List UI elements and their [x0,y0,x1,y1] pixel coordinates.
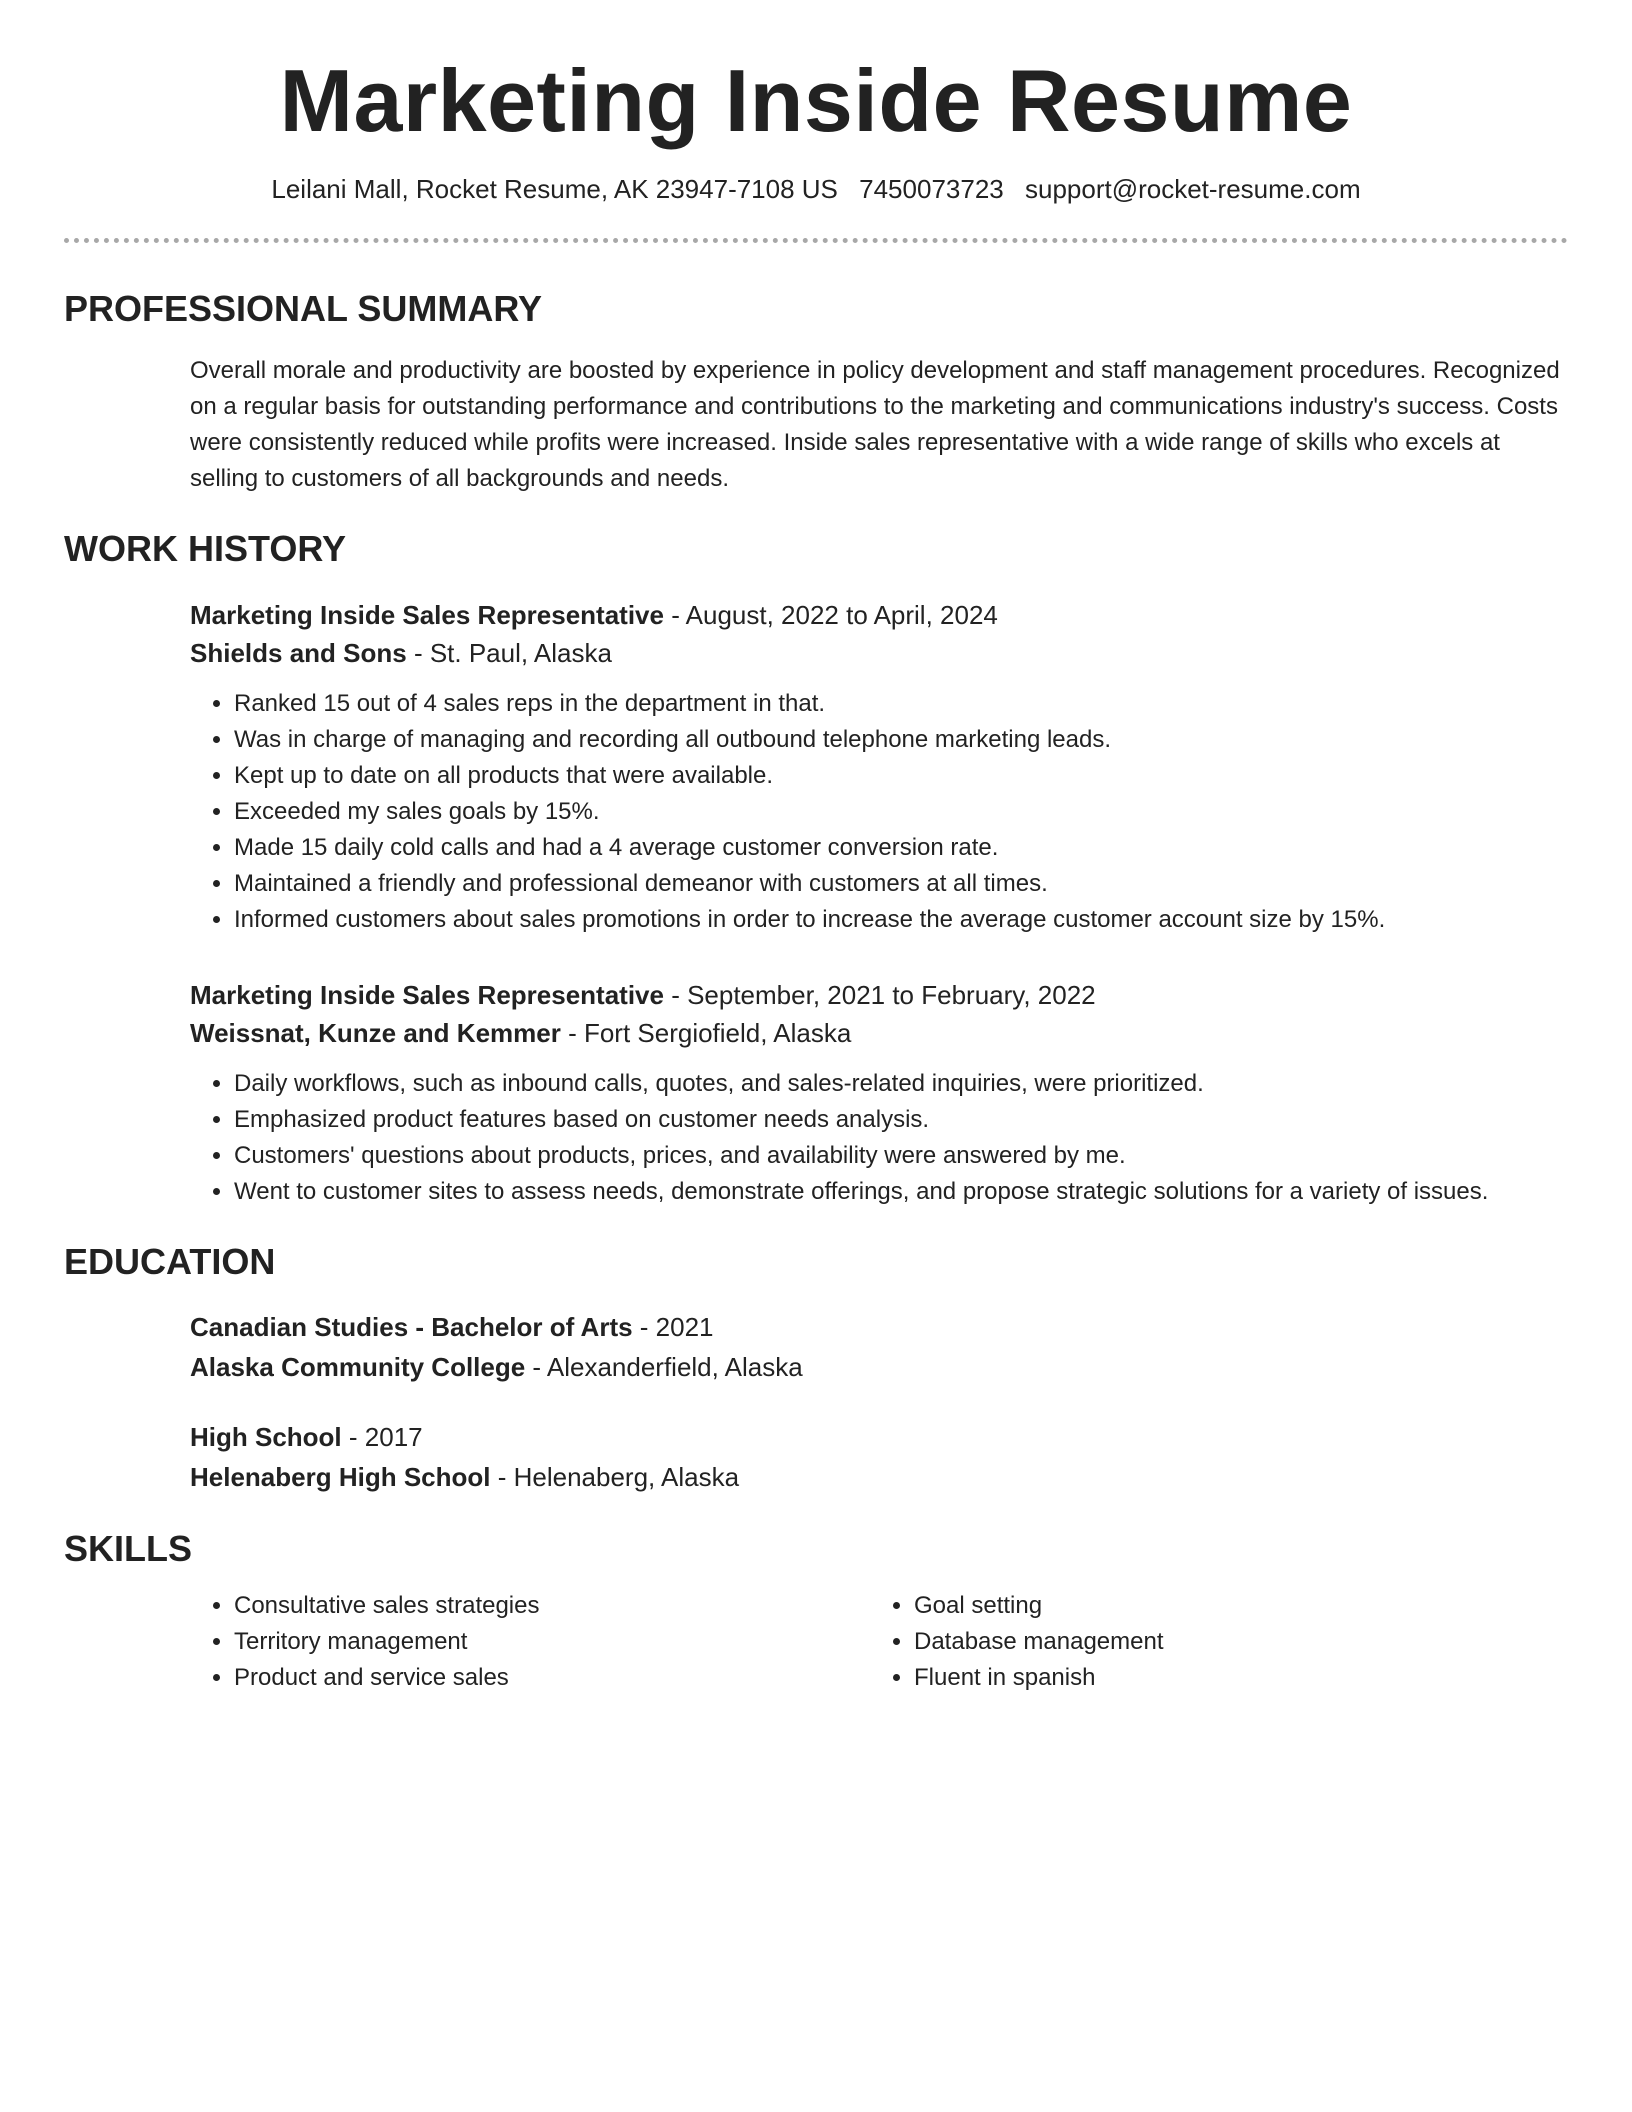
work-history-heading: WORK HISTORY [64,527,347,569]
job-dates: - September, 2021 to February, 2022 [663,979,1096,1010]
job-company-line [190,634,1568,672]
job-bullet: • Went to customer sites to assess needs, demonstrate offerings, and propose strategic solutions for a variety of issues. [234,1174,1568,1210]
job-entry [190,596,1568,938]
job-company-line [190,1014,1568,1052]
education-year: - 2021 [632,1311,714,1342]
education-year: - 2017 [341,1421,423,1452]
education-school-line [190,1457,1568,1497]
job-bullet: • Customers' questions about products, prices, and availability were answered by me. [234,1138,1568,1174]
job-bullet: • Made 15 daily cold calls and had a 4 average customer conversion rate. [234,830,1568,866]
header-divider [64,238,1568,243]
skill-item: • Goal setting [914,1588,1550,1624]
job-dates: - August, 2022 to April, 2024 [663,599,998,630]
job-role: Marketing Inside Sales Representative [190,979,664,1010]
education-location: - Helenaberg, Alaska [490,1461,740,1492]
education-entry [190,1307,1568,1387]
job-bullet: • Was in charge of managing and recording all outbound telephone marketing leads. [234,722,1568,758]
contact-email: support@rocket-resume.com [1024,173,1361,204]
skills-grid [190,1588,1568,1696]
skills-column-right [870,1588,1550,1696]
education-location: - Alexanderfield, Alaska [525,1351,803,1382]
contact-phone: 7450073723 [859,173,1004,204]
job-bullet: • Exceeded my sales goals by 15%. [234,794,1568,830]
skill-item: • Territory management [234,1624,870,1660]
skills-heading: SKILLS [64,1527,193,1569]
job-title-line [190,976,1568,1014]
job-bullets [190,1066,1568,1210]
job-entry [190,976,1568,1210]
education-degree: Canadian Studies - Bachelor of Arts [190,1311,633,1342]
education-section [64,1240,1568,1497]
job-location: - St. Paul, Alaska [406,637,612,668]
skill-item: • Database management [914,1624,1550,1660]
job-company: Shields and Sons [190,637,407,668]
education-school-line [190,1347,1568,1387]
job-location: - Fort Sergiofield, Alaska [560,1017,852,1048]
job-bullet: • Maintained a friendly and professional demeanor with customers at all times. [234,866,1568,902]
job-bullet: • Ranked 15 out of 4 sales reps in the department in that. [234,686,1568,722]
job-bullets [190,686,1568,938]
work-history-section [64,527,1568,1210]
education-school: Helenaberg High School [190,1461,491,1492]
job-role: Marketing Inside Sales Representative [190,599,664,630]
summary-text: Overall morale and productivity are boosted by experience in policy development and staff management procedures. Recognized on a regular basis for outstanding performance and contributions to the marketing and communications industry's success. Costs were consistently reduced while profits were increased. Inside sales representative with a wide range of skills who excels at selling to customers of all backgrounds and needs. [190,356,1560,492]
job-company: Weissnat, Kunze and Kemmer [190,1017,561,1048]
job-title-line [190,596,1568,634]
skills-column-left [190,1588,870,1696]
skills-section [64,1527,1568,1696]
skill-item: • Product and service sales [234,1660,870,1696]
job-bullet: • Informed customers about sales promotions in order to increase the average customer account size by 15%. [234,902,1568,938]
job-bullet: • Daily workflows, such as inbound calls, quotes, and sales-related inquiries, were prioritized. [234,1066,1568,1102]
skill-item: • Fluent in spanish [914,1660,1550,1696]
resume-name: Marketing Inside Resume [279,51,1353,150]
education-degree-line [190,1307,1568,1347]
summary-section [64,287,1568,496]
job-bullet: • Emphasized product features based on customer needs analysis. [234,1102,1568,1138]
education-heading: EDUCATION [64,1240,276,1282]
education-degree: High School [190,1421,342,1452]
summary-heading: PROFESSIONAL SUMMARY [64,288,543,330]
education-degree-line [190,1417,1568,1457]
contact-address: Leilani Mall, Rocket Resume, AK 23947-7108 US [271,173,838,204]
skill-item: • Consultative sales strategies [234,1588,870,1624]
education-school: Alaska Community College [190,1351,526,1382]
education-entry [190,1417,1568,1497]
job-bullet: • Kept up to date on all products that were available. [234,758,1568,794]
contact-line [64,173,1568,207]
